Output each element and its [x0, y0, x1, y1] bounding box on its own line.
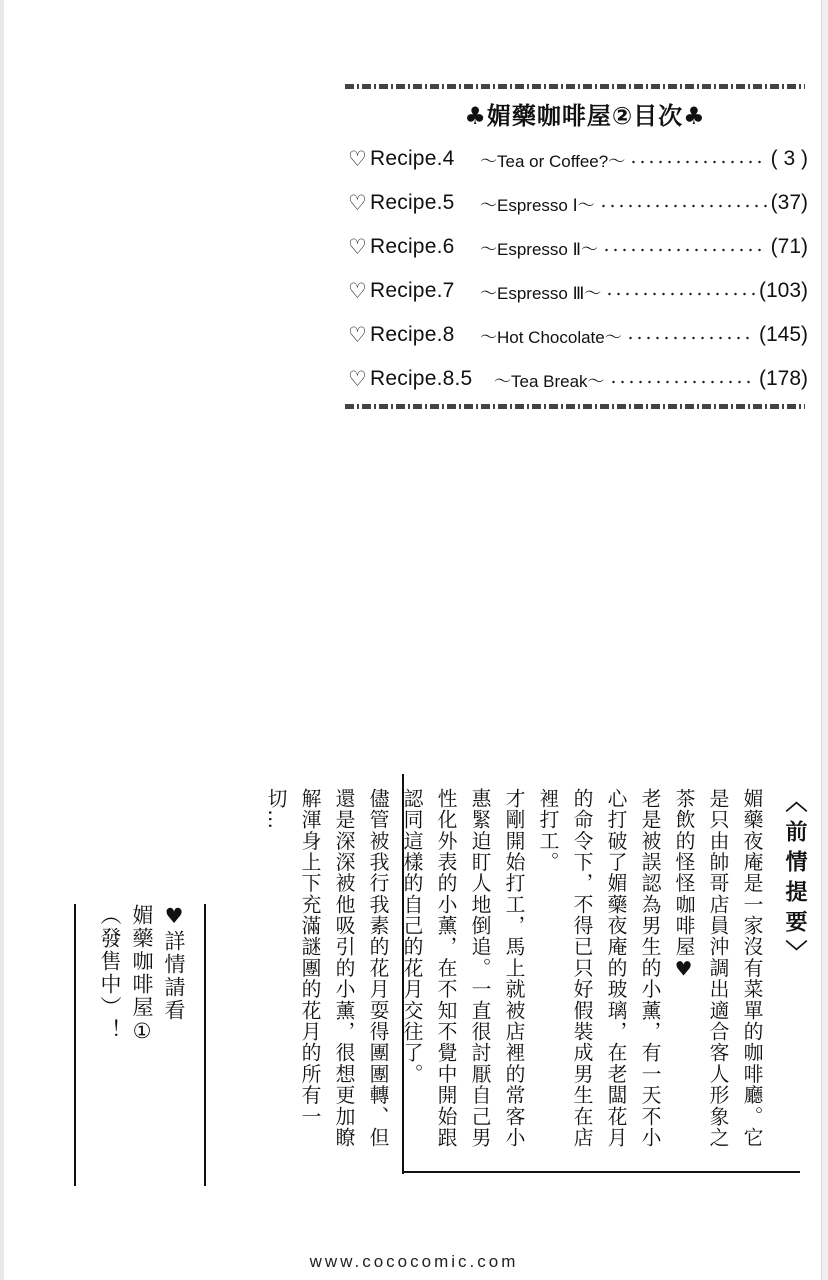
toc-entry	[348, 318, 808, 352]
toc-entry-subtitle: ～Espresso Ⅲ～	[480, 283, 602, 303]
toc-entry-subtitle: ～Tea or Coffee?～	[480, 151, 626, 171]
toc-bottom-rule	[345, 404, 805, 409]
toc-entry-subtitle: ～Hot Chocolate～	[480, 327, 622, 347]
toc-entry-label: Recipe.8.5	[370, 367, 473, 390]
toc-entry	[348, 230, 808, 264]
site-watermark: www.cococomic.com	[309, 1252, 519, 1271]
synopsis-paragraph: 媚藥夜庵是一家沒有菜單的咖啡廳。它是只由帥哥店員沖調出適合客人形象之茶飲的怪怪咖啡屋♥	[672, 788, 763, 1149]
heart-icon: ♡	[348, 191, 367, 215]
toc-entry-subtitle: ～Espresso Ⅰ～	[480, 195, 595, 215]
toc-top-rule	[345, 84, 805, 89]
dot-leader	[605, 292, 755, 296]
toc-entry-subtitle: ～Tea Break～	[494, 371, 605, 391]
page-left-edge	[0, 0, 4, 1280]
dot-leader	[609, 380, 755, 384]
toc-entry-label: Recipe.5	[370, 191, 455, 214]
toc-entry-page: ( 3 )	[770, 147, 808, 170]
synopsis-paragraph: 才剛開始打工，馬上就被店裡的常客小惠緊迫盯人地倒追。一直很討厭自己男性化外表的小薰，在不知不覺中開始跟認同這樣的自己的花月交往了。	[400, 788, 525, 1149]
toc-entry-subtitle: ～Espresso Ⅱ～	[480, 239, 598, 259]
dot-leader	[599, 204, 767, 208]
toc-entry-label: Recipe.4	[370, 147, 455, 170]
dot-leader	[602, 248, 767, 252]
info-box-left-line	[74, 904, 76, 1186]
heart-icon: ♡	[348, 235, 367, 259]
toc-entry	[348, 274, 808, 308]
frame-bottom-line	[402, 1171, 800, 1173]
toc-entry	[348, 186, 808, 220]
heart-icon: ♡	[348, 323, 367, 347]
info-line: （發售中）！	[98, 904, 122, 1042]
heart-icon: ♡	[348, 367, 367, 391]
toc-entry-label: Recipe.8	[370, 323, 455, 346]
synopsis-paragraph: 老是被誤認為男生的小薰，有一天不小心打破了媚藥夜庵的玻璃，在老闆花月的命令下，不得已只好假裝成男生在店裡打工。	[536, 788, 661, 1149]
synopsis-body	[264, 788, 768, 1168]
info-line: 媚藥咖啡屋①	[130, 904, 154, 1045]
toc-entry-label: Recipe.6	[370, 235, 455, 258]
synopsis-heading: 〈前情提要〉	[782, 790, 807, 970]
info-text	[94, 904, 190, 1180]
toc-entry-label: Recipe.7	[370, 279, 455, 302]
page-right-edge	[821, 0, 828, 1280]
toc-entry-page: (37)	[770, 191, 808, 214]
dot-leader	[626, 336, 755, 340]
toc-entry-page: (145)	[758, 323, 808, 346]
toc-entry-page: (178)	[758, 367, 808, 390]
toc-entry	[348, 142, 808, 176]
heart-icon: ♡	[348, 279, 367, 303]
info-line: ♥詳情請看	[162, 904, 186, 1022]
heart-icon: ♡	[348, 147, 367, 171]
info-box-right-line	[204, 904, 206, 1186]
toc-entry-page: (103)	[758, 279, 808, 302]
synopsis-paragraph: 儘管被我行我素的花月耍得團團轉、但還是深深被他吸引的小薰，很想更加瞭解渾身上下充滿謎團的花月的所有一切…	[264, 788, 389, 1149]
toc-entry	[348, 362, 808, 396]
toc-entry-page: (71)	[770, 235, 808, 258]
toc-title: ♣媚藥咖啡屋②目次♣	[464, 102, 706, 130]
dot-leader	[629, 160, 766, 164]
